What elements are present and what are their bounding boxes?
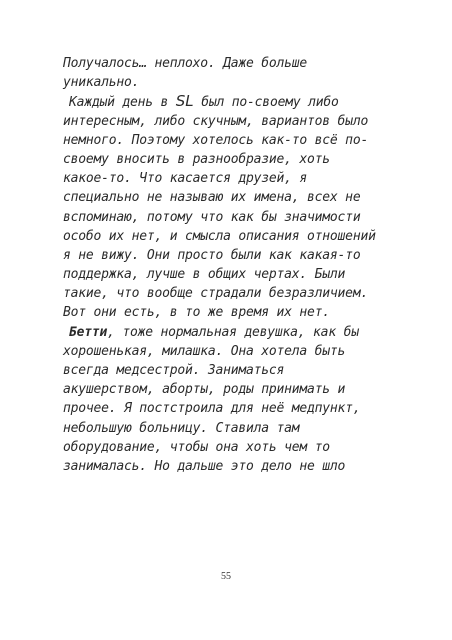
text-line: всегда медсестрой. Заниматься — [63, 363, 285, 378]
text-line: немного. Поэтому хотелось как-то всё по- — [63, 132, 369, 148]
text-fragment: был по-своему либо — [193, 95, 339, 111]
text-fragment: Каждый день в — [69, 95, 176, 111]
text-line: уникально. — [63, 75, 140, 91]
text-line: специально не называю их имена, всех не — [63, 190, 361, 206]
character-name: Бетти — [69, 324, 108, 340]
text-line: Вот они есть, в то же время их нет. — [63, 305, 330, 321]
text-line: оборудование, чтобы она хоть чем то — [63, 439, 330, 455]
text-line: акушерством, аборты, роды принимать и — [63, 382, 346, 398]
text-line: Получалось… неплохо. Даже больше — [63, 56, 308, 71]
text-line: интересным, либо скучным, вариантов было — [63, 113, 369, 129]
text-line: какое-то. Что касается друзей, я — [63, 171, 308, 187]
text-line: вспоминаю, потому что как бы значимости — [63, 209, 361, 225]
text-fragment: , тоже нормальная девушка, как бы — [107, 324, 359, 340]
text-line: прочее. Я постстроила для неё медпункт, — [63, 401, 361, 417]
text-line — [63, 323, 393, 342]
page-number: 55 — [221, 571, 231, 582]
text-line — [63, 92, 393, 111]
text-line: я не вижу. Они просто были как какая-то — [63, 247, 361, 263]
text-line: небольшую больницу. Ставила там — [63, 420, 300, 436]
text-line: поддержка, лучше в общих чертах. Были — [63, 267, 346, 283]
game-abbrev: SL — [175, 92, 194, 111]
text-line: особо их нет, и смысла описания отношений — [63, 228, 376, 244]
text-line: такие, что вообще страдали безразличием. — [63, 286, 369, 302]
body-text — [63, 54, 393, 476]
text-line: своему вносить в разнообразие, хоть — [63, 151, 330, 167]
text-line: хорошенькая, милашка. Она хотела быть — [63, 343, 346, 359]
text-line: занималась. Но дальше это дело не шло — [63, 458, 346, 474]
